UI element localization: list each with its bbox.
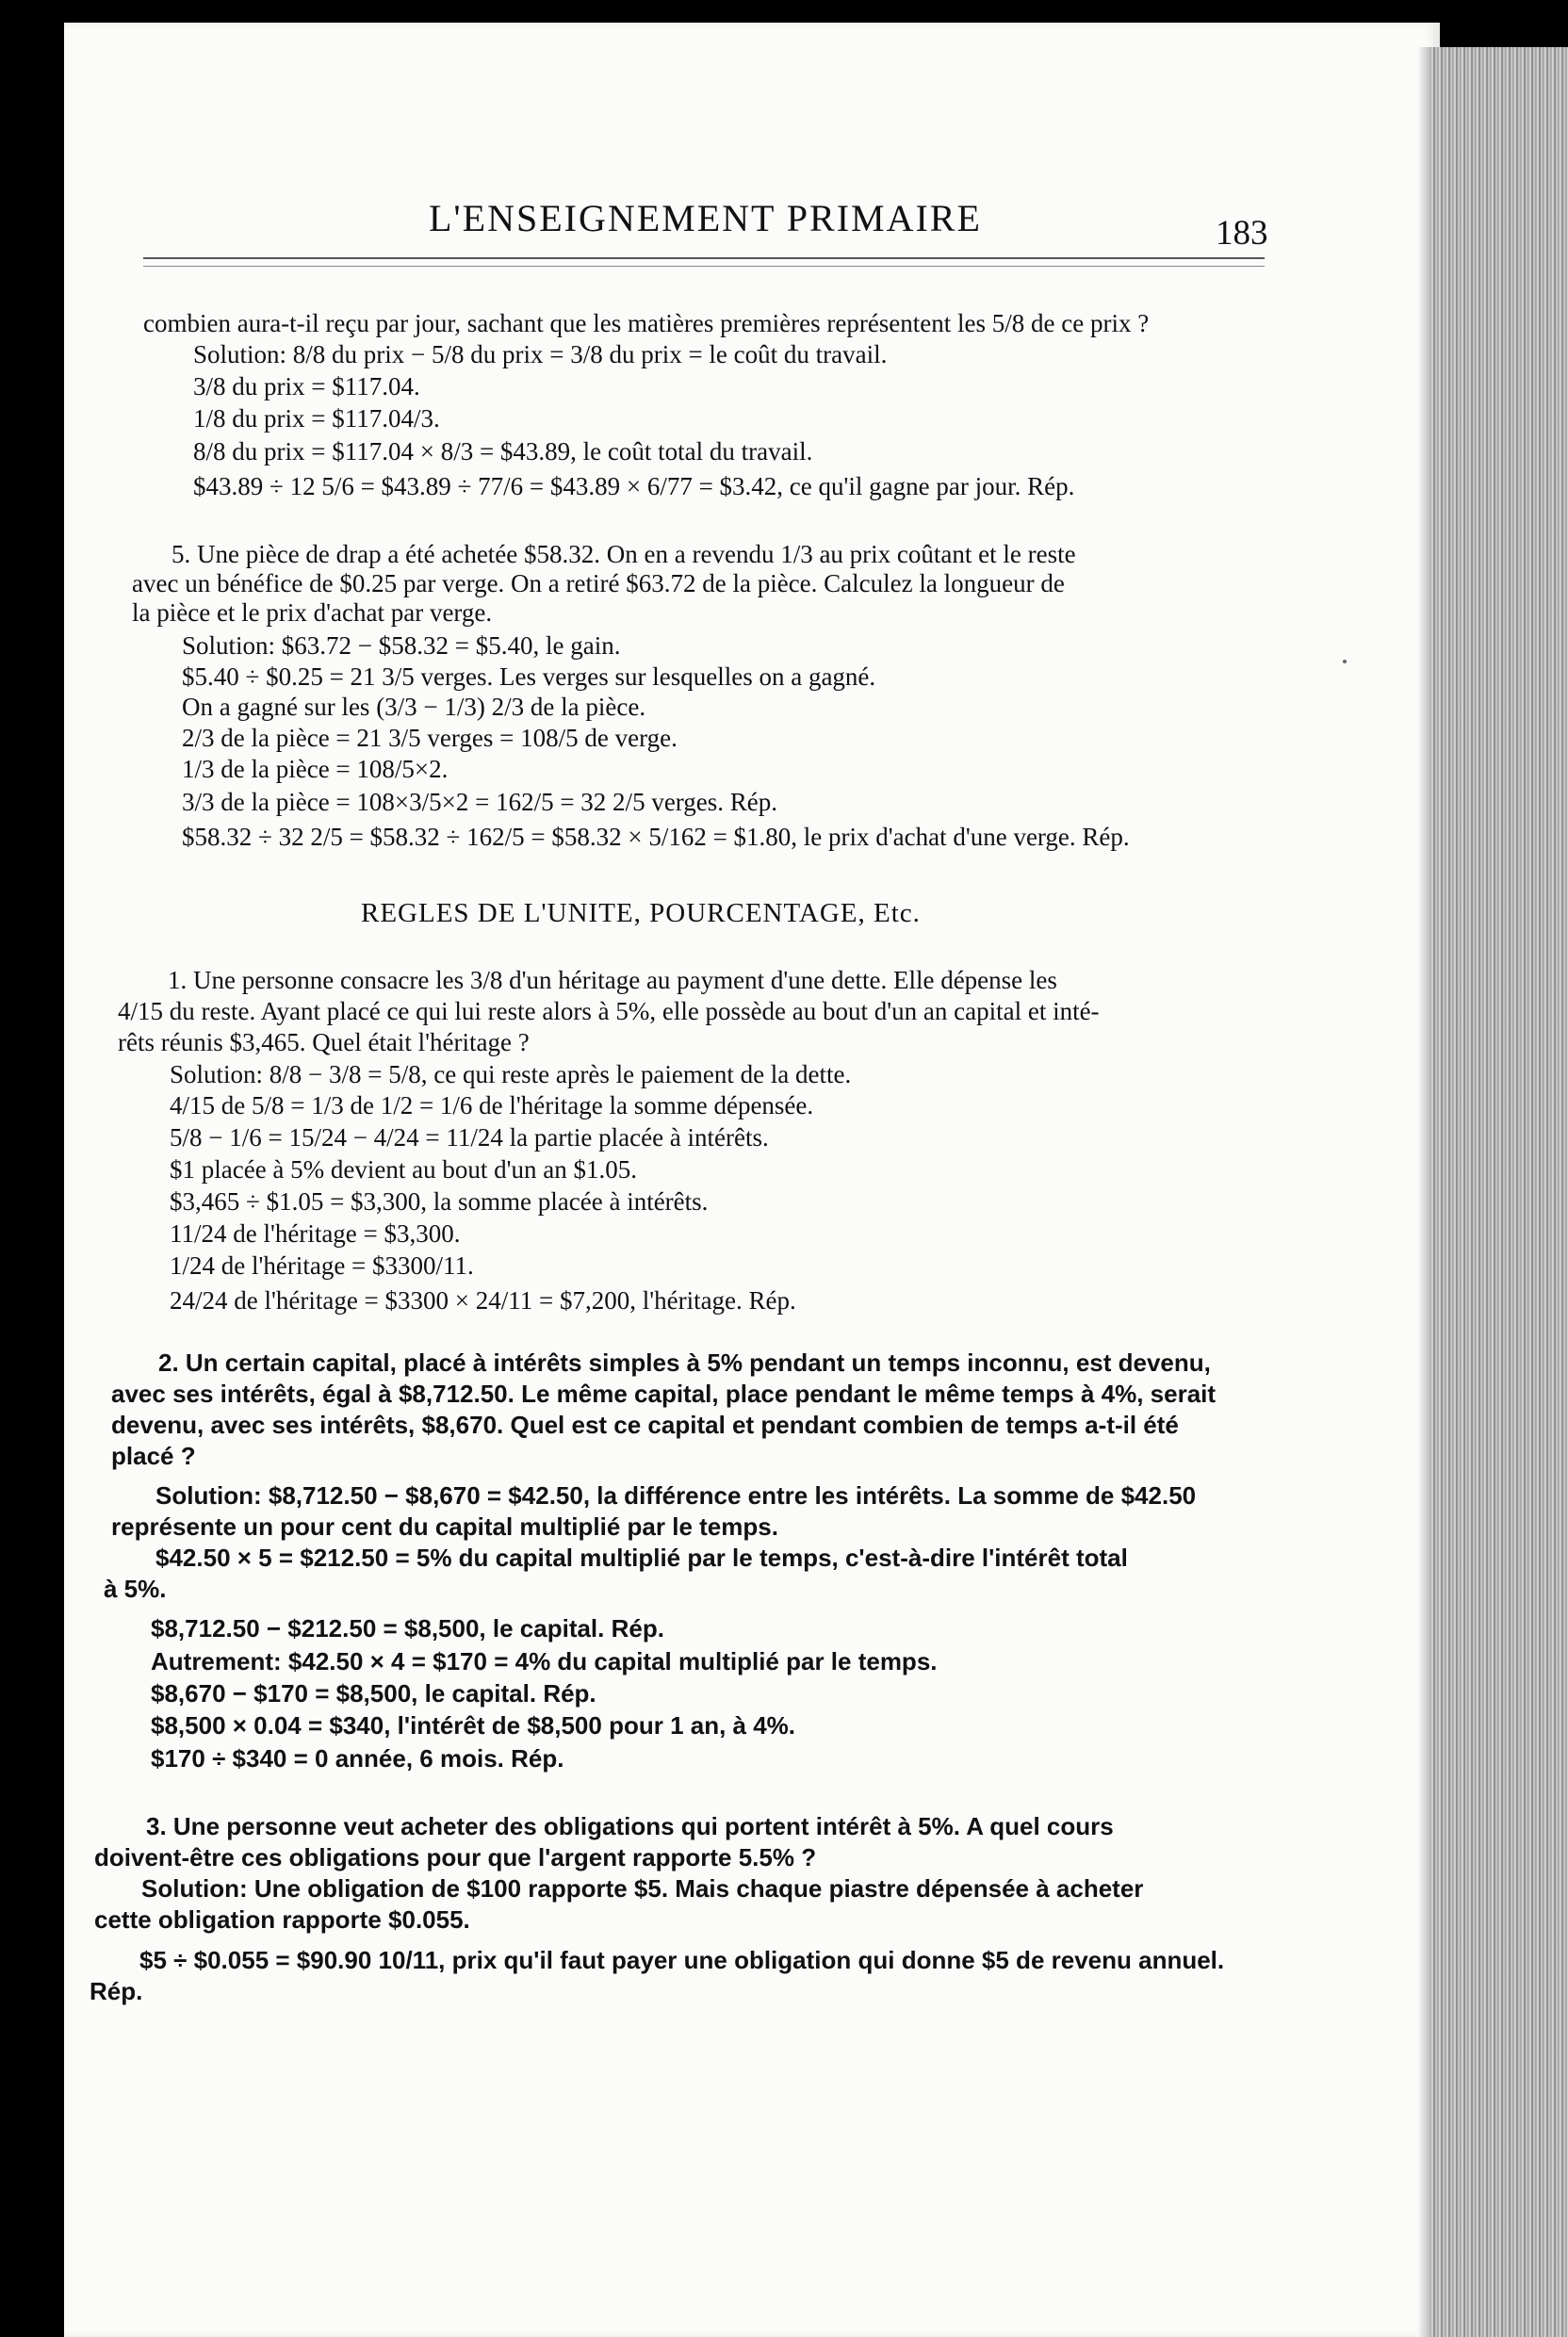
text-line: devenu, avec ses intérêts, $8,670. Quel est ce capital et pendant combien de temps a-t-il été (111, 1411, 1179, 1439)
text-line: $42.50 × 5 = $212.50 = 5% du capital multiplié par le temps, c'est-à-dire l'intérêt total (155, 1544, 1128, 1572)
text-line: $43.89 ÷ 12 5/6 = $43.89 ÷ 77/6 = $43.89 × 6/77 = $3.42, ce qu'il gagne par jour. Rép. (193, 472, 1075, 500)
text-line: 1/3 de la pièce = 108/5×2. (182, 755, 449, 783)
text-line: 3. Une personne veut acheter des obligations qui portent intérêt à 5%. A quel cours (146, 1812, 1114, 1840)
text-line: Solution: $8,712.50 − $8,670 = $42.50, la différence entre les intérêts. La somme de $42.50 (155, 1481, 1197, 1510)
text-line: $8,500 × 0.04 = $340, l'intérêt de $8,500 pour 1 an, à 4%. (151, 1711, 796, 1740)
text-line: Autrement: $42.50 × 4 = $170 = 4% du capital multiplié par le temps. (151, 1647, 938, 1675)
text-line: $3,465 ÷ $1.05 = $3,300, la somme placée à intérêts. (170, 1187, 709, 1216)
text-line: $8,712.50 − $212.50 = $8,500, le capital. Rép. (151, 1614, 664, 1642)
text-line: placé ? (111, 1442, 196, 1470)
text-line: 1/8 du prix = $117.04/3. (193, 404, 440, 433)
header-rule-thin (143, 266, 1265, 267)
text-line: combien aura-t-il reçu par jour, sachant que les matières premières représentent les 5/8 de ce prix ? (143, 309, 1150, 337)
text-line: 5/8 − 1/6 = 15/24 − 4/24 = 11/24 la partie placée à intérêts. (170, 1123, 769, 1152)
text-line: $5.40 ÷ $0.25 = 21 3/5 verges. Les verges sur lesquelles on a gagné. (182, 662, 876, 691)
text-line: $1 placée à 5% devient au bout d'un an $1.05. (170, 1155, 637, 1184)
text-line: 2. Un certain capital, placé à intérêts simples à 5% pendant un temps inconnu, est devenu, (158, 1348, 1211, 1377)
text-line: 4/15 de 5/8 = 1/3 de 1/2 = 1/6 de l'héritage la somme dépensée. (170, 1091, 814, 1119)
text-line: $8,670 − $170 = $8,500, le capital. Rép. (151, 1679, 596, 1708)
text-line: cette obligation rapporte $0.055. (94, 1905, 470, 1934)
text-line: 24/24 de l'héritage = $3300 × 24/11 = $7,200, l'héritage. Rép. (170, 1286, 796, 1315)
text-line: Solution: $63.72 − $58.32 = $5.40, le gain. (182, 631, 621, 660)
page-number: 183 (1216, 214, 1268, 253)
text-line: 3/8 du prix = $117.04. (193, 372, 420, 400)
text-line: 2/3 de la pièce = 21 3/5 verges = 108/5 de verge. (182, 724, 678, 752)
text-line: $58.32 ÷ 32 2/5 = $58.32 ÷ 162/5 = $58.32 × 5/162 = $1.80, le prix d'achat d'une verge. Rép. (182, 823, 1130, 851)
text-line: 3/3 de la pièce = 108×3/5×2 = 162/5 = 32 2/5 verges. Rép. (182, 788, 778, 816)
text-line: 1. Une personne consacre les 3/8 d'un héritage au payment d'une dette. Elle dépense les (168, 966, 1057, 994)
running-header: L'ENSEIGNEMENT PRIMAIRE (429, 197, 982, 239)
page-edges (1429, 47, 1568, 2337)
text-line: doivent-être ces obligations pour que l'argent rapporte 5.5% ? (94, 1843, 817, 1871)
text-line: $170 ÷ $340 = 0 année, 6 mois. Rép. (151, 1744, 564, 1773)
text-line: 5. Une pièce de drap a été achetée $58.32. On en a revendu 1/3 au prix coûtant et le reste (172, 540, 1076, 568)
section-heading: REGLES DE L'UNITE, POURCENTAGE, Etc. (361, 898, 921, 928)
text-line: à 5%. (104, 1575, 167, 1603)
text-line: avec ses intérêts, égal à $8,712.50. Le même capital, place pendant le même temps à 4%, serait (111, 1380, 1217, 1408)
text-line: $5 ÷ $0.055 = $90.90 10/11, prix qu'il faut payer une obligation qui donne $5 de revenu annuel. (139, 1946, 1225, 1974)
header-rule (143, 257, 1265, 259)
text-line: Solution: Une obligation de $100 rapporte $5. Mais chaque piastre dépensée à acheter (141, 1874, 1144, 1903)
text-line: représente un pour cent du capital multiplié par le temps. (111, 1512, 778, 1541)
text-line: 8/8 du prix = $117.04 × 8/3 = $43.89, le coût total du travail. (193, 437, 813, 466)
text-line: 1/24 de l'héritage = $3300/11. (170, 1251, 474, 1280)
text-line: 4/15 du reste. Ayant placé ce qui lui reste alors à 5%, elle possède au bout d'un an capital et inté- (118, 997, 1100, 1025)
text-line: Solution: 8/8 du prix − 5/8 du prix = 3/8 du prix = le coût du travail. (193, 340, 888, 368)
speck (1343, 660, 1347, 663)
text-line: Solution: 8/8 − 3/8 = 5/8, ce qui reste après le paiement de la dette. (170, 1060, 852, 1088)
text-line: Rép. (90, 1977, 143, 2005)
text-line: avec un bénéfice de $0.25 par verge. On a retiré $63.72 de la pièce. Calculez la longueur de (132, 569, 1065, 597)
text-line: rêts réunis $3,465. Quel était l'héritage ? (118, 1028, 530, 1056)
text-line: la pièce et le prix d'achat par verge. (132, 598, 493, 627)
text-line: 11/24 de l'héritage = $3,300. (170, 1219, 461, 1248)
text-line: On a gagné sur les (3/3 − 1/3) 2/3 de la pièce. (182, 693, 646, 721)
